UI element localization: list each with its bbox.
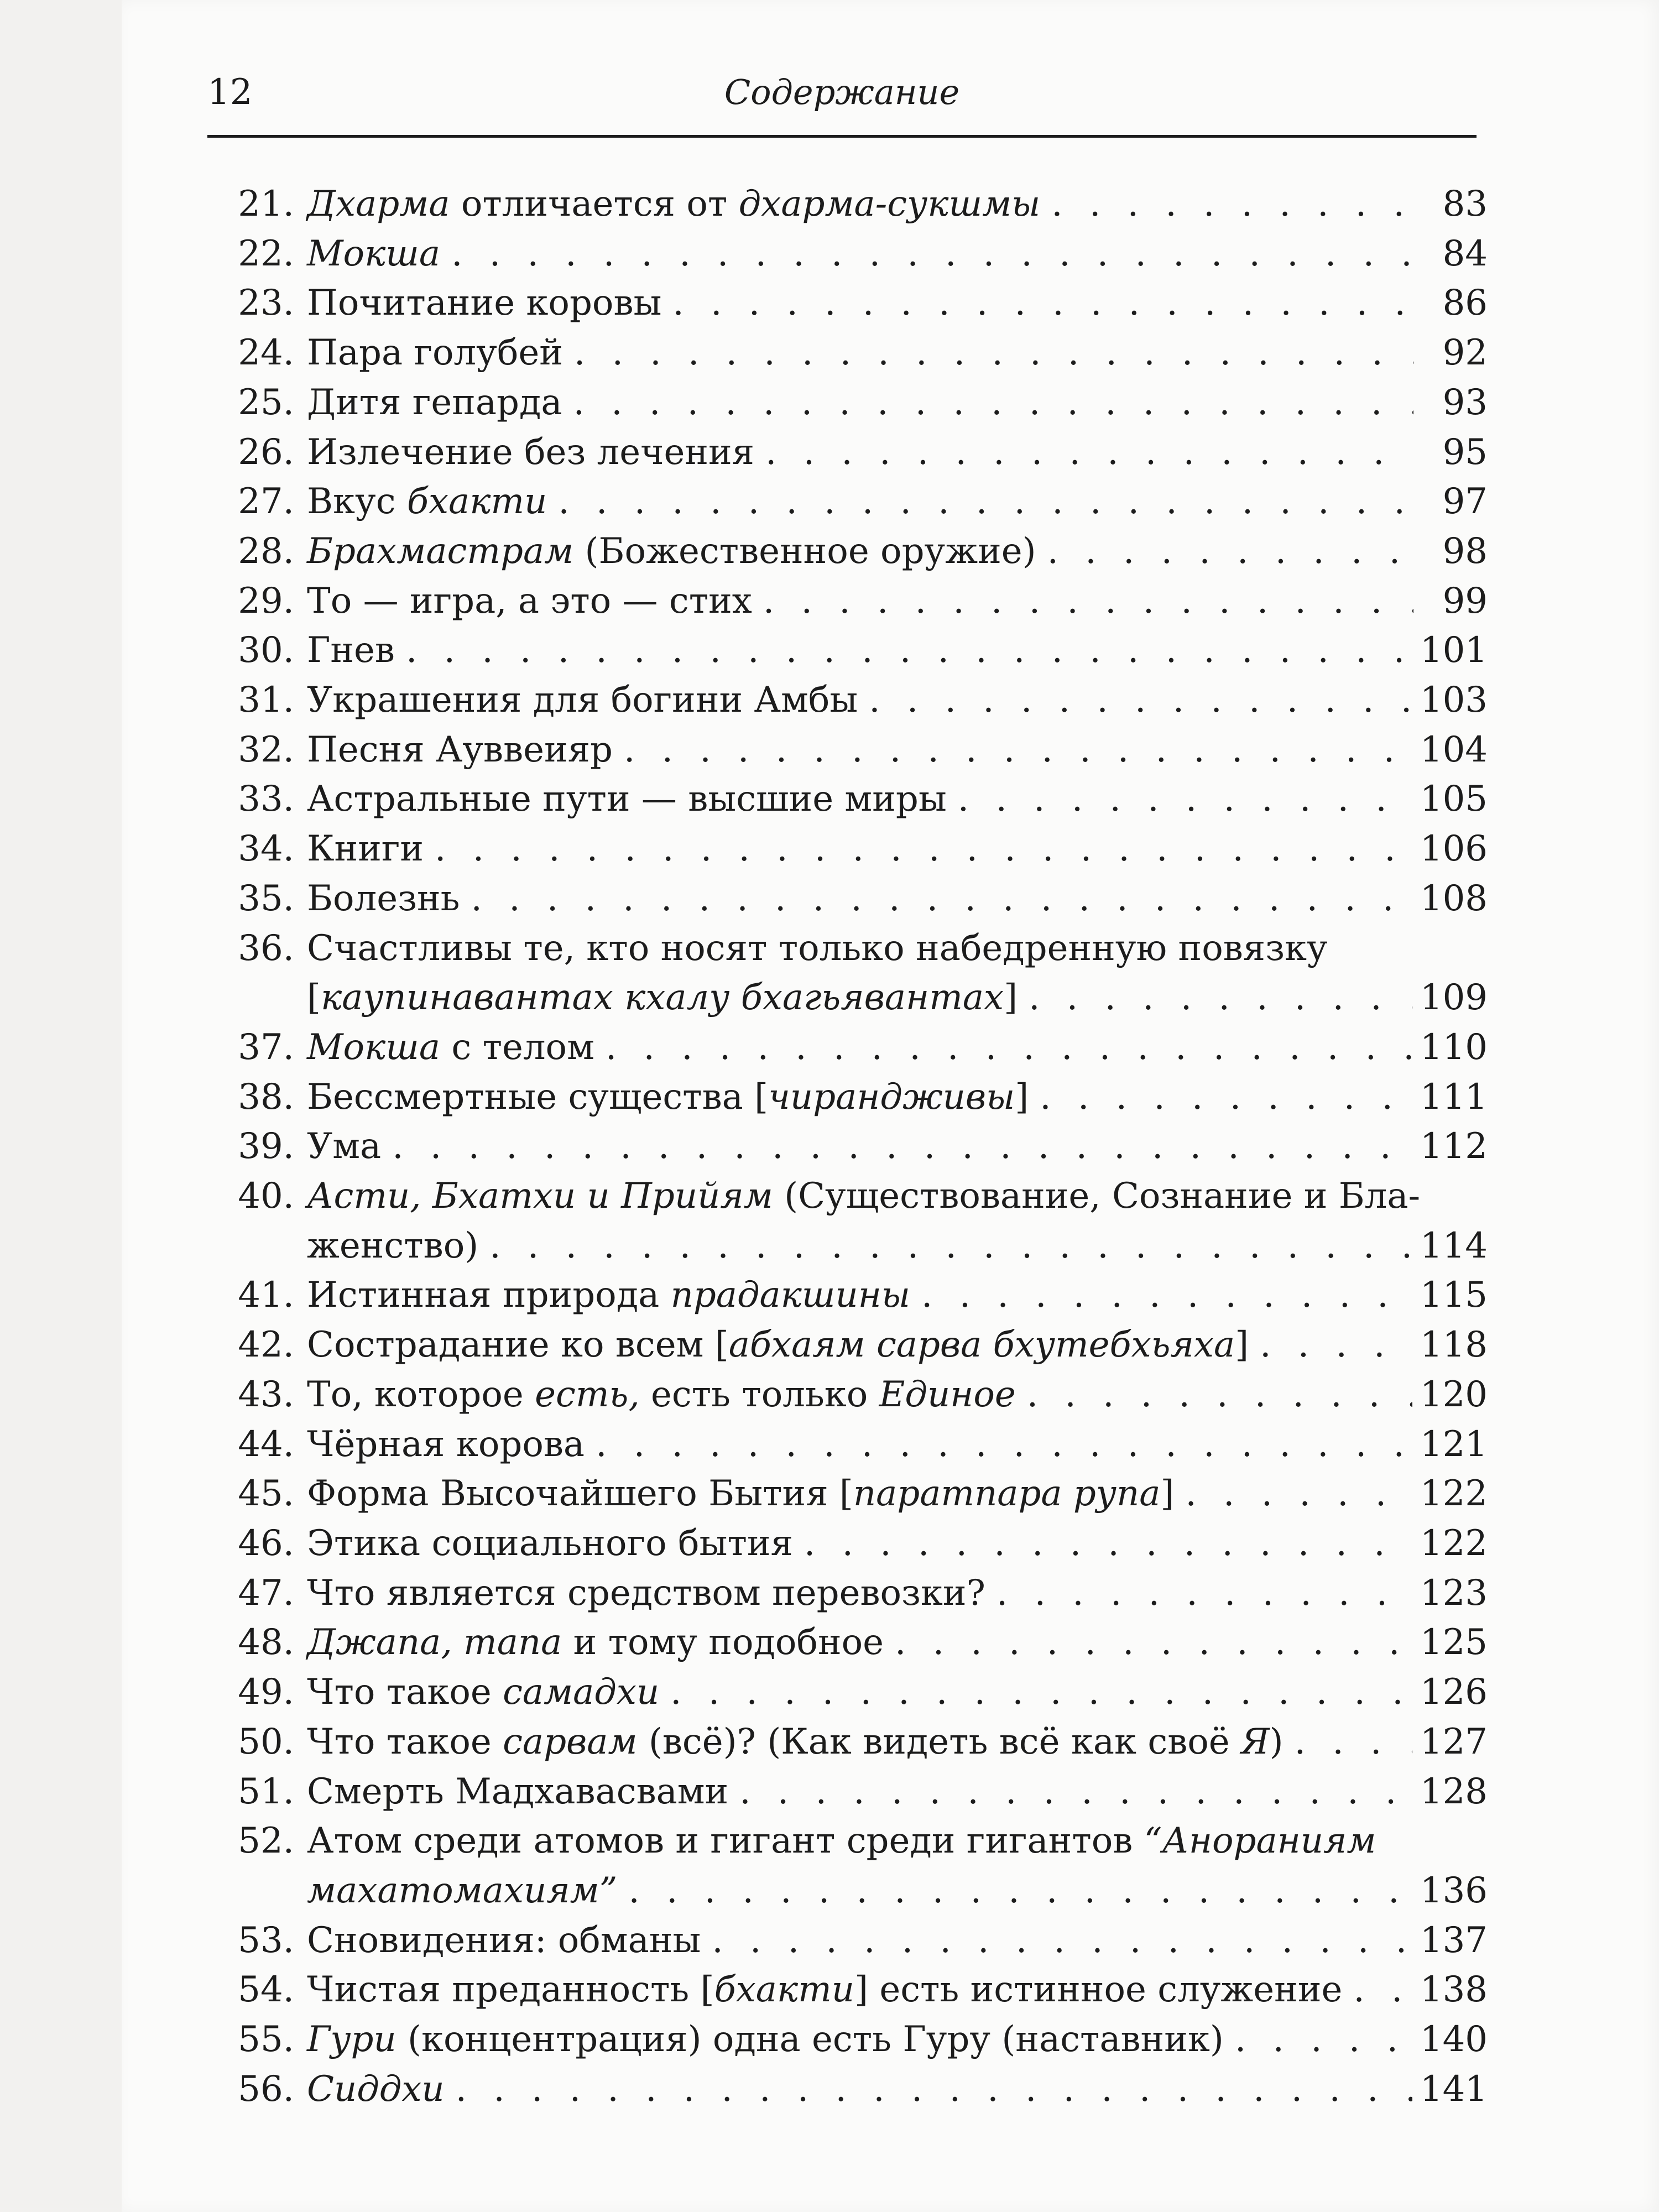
toc-entry (221, 1271, 1488, 1321)
entry-number: 38. (238, 1076, 294, 1118)
dot-leader (1047, 527, 1413, 577)
title-text: Смерть Мадхавасвами (307, 1771, 729, 1812)
toc-entry (221, 1420, 1488, 1470)
dot-leader (1260, 1321, 1412, 1370)
title-text: ] есть истинное служение (854, 1969, 1343, 2011)
italic-term: абхаям сарва бхутебхьяха (728, 1324, 1235, 1366)
title-text: Излечение без лечения (307, 431, 755, 473)
entry-title (307, 180, 1040, 229)
dot-leader (451, 229, 1413, 279)
page-ref: 136 (1420, 1870, 1488, 1911)
entry-number: 55. (238, 2019, 294, 2060)
entry-number: 33. (238, 779, 294, 820)
dot-leader (574, 328, 1413, 378)
toc-entry (221, 1817, 1488, 1916)
toc-entry (221, 180, 1488, 229)
entry-title (307, 1321, 1249, 1370)
entry-title (307, 1965, 1342, 2015)
entry-number: 22. (238, 233, 294, 274)
page-ref: 137 (1420, 1919, 1488, 1961)
entry-number: 28. (238, 530, 294, 572)
entry-title (307, 775, 947, 825)
title-text: Счастливы те, кто носят только набедренную повязку (307, 927, 1328, 969)
title-text: Книги (307, 828, 424, 870)
entry-title (307, 477, 547, 527)
entry-number: 29. (238, 580, 294, 622)
dot-leader (672, 279, 1413, 328)
entry-title-line1 (307, 1172, 1488, 1222)
entry-title (307, 1519, 793, 1569)
page-ref: 128 (1420, 1771, 1488, 1812)
title-text: Чёрная корова (307, 1423, 585, 1465)
italic-term: паратпара рупа (853, 1473, 1161, 1515)
page-ref: 121 (1420, 1423, 1488, 1465)
page-ref: 115 (1420, 1275, 1488, 1316)
dot-leader (471, 874, 1412, 924)
toc-entry (221, 1023, 1488, 1073)
dot-leader (596, 1420, 1412, 1470)
toc-entry (221, 428, 1488, 478)
title-text: То, которое (307, 1374, 535, 1415)
page-header (207, 66, 1477, 122)
dot-leader (739, 1767, 1412, 1817)
page-ref: 84 (1442, 233, 1488, 274)
title-text: Болезнь (307, 878, 460, 919)
page-ref: 83 (1442, 184, 1488, 225)
title-text: [ (307, 977, 321, 1019)
title-text: Этика социального бытия (307, 1522, 793, 1564)
entry-number: 50. (238, 1721, 294, 1762)
italic-term: Дхарма (307, 184, 450, 225)
page-ref: 109 (1420, 977, 1488, 1019)
page-ref: 86 (1442, 283, 1488, 324)
toc-entry (221, 527, 1488, 577)
toc-entry (221, 2065, 1488, 2115)
page-ref: 108 (1420, 878, 1488, 919)
italic-term: Гури (307, 2019, 397, 2060)
entry-title (307, 1718, 1284, 1767)
entry-number: 32. (238, 729, 294, 770)
page-ref: 106 (1420, 828, 1488, 870)
entry-number: 41. (238, 1275, 294, 1316)
entry-number: 42. (238, 1324, 294, 1366)
title-text: (концентрация) одна есть Гуру (наставник) (396, 2019, 1224, 2060)
dot-leader (997, 1569, 1412, 1619)
toc-entry (221, 378, 1488, 428)
italic-term: есть, (535, 1374, 640, 1415)
dot-leader (392, 1122, 1412, 1172)
entry-number: 49. (238, 1672, 294, 1713)
dot-leader (1353, 1965, 1412, 2015)
entry-title (307, 378, 562, 428)
dot-leader (921, 1271, 1412, 1321)
title-text: Истинная природа (307, 1275, 671, 1316)
toc-entry (221, 1916, 1488, 1966)
page-ref: 110 (1420, 1026, 1488, 1068)
dot-leader (763, 577, 1413, 627)
page-ref: 111 (1420, 1076, 1488, 1118)
entry-number: 23. (238, 283, 294, 324)
entry-title (307, 428, 754, 478)
title-text: ) (1269, 1721, 1284, 1762)
title-text: То — игра, а это — стих (307, 580, 752, 622)
dot-leader (1029, 973, 1412, 1023)
toc-entry (221, 279, 1488, 328)
title-text: Украшения для богини Амбы (307, 680, 858, 721)
toc-entry (221, 229, 1488, 279)
page-ref: 99 (1442, 580, 1488, 622)
toc-entry (221, 1965, 1488, 2015)
dot-leader (606, 1023, 1412, 1073)
page-ref: 95 (1442, 431, 1488, 473)
page-ref: 122 (1420, 1522, 1488, 1564)
dot-leader (1040, 1073, 1412, 1123)
entry-title-line2 (307, 973, 1488, 1023)
entry-number: 24. (238, 332, 294, 374)
page-ref: 104 (1420, 729, 1488, 770)
entry-title-line1 (307, 1817, 1488, 1866)
page-ref: 97 (1442, 481, 1488, 523)
italic-term: Мокша (307, 233, 441, 274)
entry-title (307, 1073, 1029, 1123)
title-text: Форма Высочайшего Бытия [ (307, 1473, 853, 1515)
toc-entry (221, 1718, 1488, 1767)
title-text: Сновидения: обманы (307, 1919, 701, 1961)
entry-number: 27. (238, 481, 294, 523)
title-text: с телом (440, 1026, 594, 1068)
entry-title (307, 229, 440, 279)
italic-term: “Анораниям (1144, 1820, 1376, 1862)
dot-leader (573, 378, 1413, 428)
dot-leader (869, 676, 1412, 726)
page-ref: 118 (1420, 1324, 1488, 1366)
italic-term: Асти, Бхатхи и Прийям (307, 1176, 773, 1217)
dot-leader (489, 1222, 1412, 1271)
italic-term: каупинавантах кхалу бхагьявантах (320, 977, 1004, 1019)
entry-title (307, 328, 563, 378)
entry-title-line2 (307, 1866, 1488, 1916)
toc-entry (221, 1569, 1488, 1619)
title-text: Вкус (307, 481, 407, 523)
entry-title (307, 1618, 884, 1668)
title-text: есть только (639, 1374, 879, 1415)
dot-leader (628, 1866, 1412, 1916)
toc-entry (221, 775, 1488, 825)
title-text: (всё)? (Как видеть всё как своё (637, 1721, 1241, 1762)
toc-entry (221, 477, 1488, 527)
title-text: Ума (307, 1126, 382, 1167)
title-text: ] (1235, 1324, 1249, 1366)
dot-leader (1235, 2015, 1412, 2065)
italic-term: Брахмастрам (307, 530, 574, 572)
table-of-contents (221, 180, 1488, 2114)
entry-title-cont (307, 1866, 617, 1916)
italic-term: Джапа, тапа (307, 1622, 562, 1663)
toc-entry (221, 1370, 1488, 1420)
entry-number: 26. (238, 431, 294, 473)
page-ref: 126 (1420, 1672, 1488, 1713)
title-text: ] (1004, 977, 1018, 1019)
dot-leader (895, 1618, 1412, 1668)
italic-term: Единое (879, 1374, 1016, 1415)
entry-number: 56. (238, 2068, 294, 2110)
entry-title (307, 1370, 1016, 1420)
entry-number: 46. (238, 1522, 294, 1564)
page-ref: 141 (1420, 2068, 1488, 2110)
entry-number: 25. (238, 382, 294, 423)
italic-term: чирандживы (768, 1076, 1015, 1118)
entry-number: 52. (238, 1820, 294, 1862)
page-ref: 105 (1420, 779, 1488, 820)
toc-entry (221, 676, 1488, 726)
entry-number: 54. (238, 1969, 294, 2011)
entry-title-line2 (307, 1222, 1488, 1271)
entry-number: 31. (238, 680, 294, 721)
entry-number: 40. (238, 1176, 294, 1217)
entry-title (307, 1767, 728, 1817)
title-text: женство) (307, 1225, 479, 1266)
page-ref: 103 (1420, 680, 1488, 721)
dot-leader (456, 2065, 1412, 2115)
entry-number: 51. (238, 1771, 294, 1812)
dot-leader (712, 1916, 1412, 1966)
italic-term: махатомахиям” (307, 1870, 618, 1911)
entry-number: 44. (238, 1423, 294, 1465)
entry-title (307, 2015, 1224, 2065)
entry-title-cont (307, 1222, 478, 1271)
toc-entry (221, 1519, 1488, 1569)
title-text: Пара голубей (307, 332, 563, 374)
dot-leader (1027, 1370, 1412, 1420)
italic-term: Сиддхи (307, 2068, 445, 2110)
title-text: Песня Ауввеияр (307, 729, 613, 770)
toc-entry (221, 924, 1488, 1023)
entry-number: 45. (238, 1473, 294, 1515)
entry-title (307, 1469, 1174, 1519)
toc-entry (221, 1073, 1488, 1123)
entry-number: 36. (238, 927, 294, 969)
page-ref: 92 (1442, 332, 1488, 374)
entry-title (307, 527, 1036, 577)
title-text: ] (1015, 1076, 1029, 1118)
title-text: и тому подобное (562, 1622, 884, 1663)
page-ref: 101 (1420, 630, 1488, 671)
entry-number: 35. (238, 878, 294, 919)
toc-entry (221, 1767, 1488, 1817)
page-ref: 138 (1420, 1969, 1488, 2011)
title-text: Сострадание ко всем [ (307, 1324, 729, 1366)
toc-entry (221, 1172, 1488, 1271)
dot-leader (435, 825, 1412, 874)
title-text: отличается от (450, 184, 739, 225)
page-ref: 122 (1420, 1473, 1488, 1515)
entry-number: 39. (238, 1126, 294, 1167)
entry-number: 34. (238, 828, 294, 870)
dot-leader (1051, 180, 1413, 229)
toc-entry (221, 1321, 1488, 1370)
title-text: Что является средством перевозки? (307, 1572, 985, 1614)
dot-leader (1185, 1469, 1412, 1519)
entry-title (307, 577, 752, 627)
entry-title (307, 676, 858, 726)
header-rule (207, 135, 1477, 138)
page-ref: 123 (1420, 1572, 1488, 1614)
entry-number: 53. (238, 1919, 294, 1961)
entry-title-cont (307, 973, 1018, 1023)
dot-leader (624, 726, 1412, 775)
entry-title (307, 1420, 585, 1470)
entry-title (307, 1916, 701, 1966)
entry-title (307, 279, 661, 328)
toc-entry (221, 626, 1488, 676)
italic-term: прадакшины (670, 1275, 910, 1316)
page-ref: 120 (1420, 1374, 1488, 1415)
toc-entry (221, 577, 1488, 627)
italic-term: самадхи (503, 1672, 660, 1713)
dot-leader (558, 477, 1413, 527)
title-text: Почитание коровы (307, 283, 662, 324)
dot-leader (670, 1668, 1412, 1718)
page-ref: 127 (1420, 1721, 1488, 1762)
entry-title (307, 1271, 910, 1321)
title-text: Что такое (307, 1721, 503, 1762)
toc-entry (221, 1618, 1488, 1668)
entry-number: 47. (238, 1572, 294, 1614)
italic-term: Я (1240, 1721, 1270, 1762)
title-text: Гнев (307, 630, 395, 671)
toc-entry (221, 874, 1488, 924)
title-text: Атом среди атомов и гигант среди гигантов (307, 1820, 1144, 1862)
entry-title (307, 874, 460, 924)
entry-title (307, 726, 613, 775)
page-ref: 140 (1420, 2019, 1488, 2060)
title-text: (Божественное оружие) (573, 530, 1036, 572)
italic-term: бхакти (714, 1969, 854, 2011)
toc-entry (221, 1122, 1488, 1172)
toc-entry (221, 825, 1488, 874)
italic-term: сарвам (503, 1721, 638, 1762)
running-title: Содержание (724, 72, 960, 112)
italic-term: бхакти (406, 481, 547, 523)
entry-title-line1 (307, 924, 1488, 974)
toc-entry (221, 1469, 1488, 1519)
entry-number: 30. (238, 630, 294, 671)
entry-title (307, 1023, 594, 1073)
entry-title (307, 626, 395, 676)
italic-term: Мокша (307, 1026, 441, 1068)
page-ref: 93 (1442, 382, 1488, 423)
page-number: 12 (207, 72, 253, 113)
page-ref: 112 (1420, 1126, 1488, 1167)
title-text: Чистая преданность [ (307, 1969, 714, 2011)
dot-leader (406, 626, 1412, 676)
entry-number: 43. (238, 1374, 294, 1415)
entry-number: 48. (238, 1622, 294, 1663)
title-text: ] (1160, 1473, 1175, 1515)
toc-entry (221, 2015, 1488, 2065)
entry-title (307, 2065, 445, 2115)
entry-title (307, 1122, 381, 1172)
dot-leader (958, 775, 1412, 825)
title-text: Дитя гепарда (307, 382, 562, 423)
title-text: (Существование, Сознание и Бла- (773, 1176, 1421, 1217)
entry-number: 21. (238, 184, 294, 225)
entry-title (307, 1569, 985, 1619)
page-ref: 98 (1442, 530, 1488, 572)
toc-entry (221, 1668, 1488, 1718)
dot-leader (804, 1519, 1412, 1569)
title-text: Астральные пути — высшие миры (307, 779, 947, 820)
page-ref: 125 (1420, 1622, 1488, 1663)
toc-entry (221, 328, 1488, 378)
dot-leader (765, 428, 1413, 478)
toc-entry (221, 726, 1488, 775)
dot-leader (1295, 1718, 1412, 1767)
entry-title (307, 1668, 659, 1718)
title-text: Что такое (307, 1672, 503, 1713)
italic-term: дхарма-сукшмы (738, 184, 1041, 225)
page-ref: 114 (1420, 1225, 1488, 1266)
entry-number: 37. (238, 1026, 294, 1068)
entry-title (307, 825, 424, 874)
title-text: Бессмертные существа [ (307, 1076, 769, 1118)
